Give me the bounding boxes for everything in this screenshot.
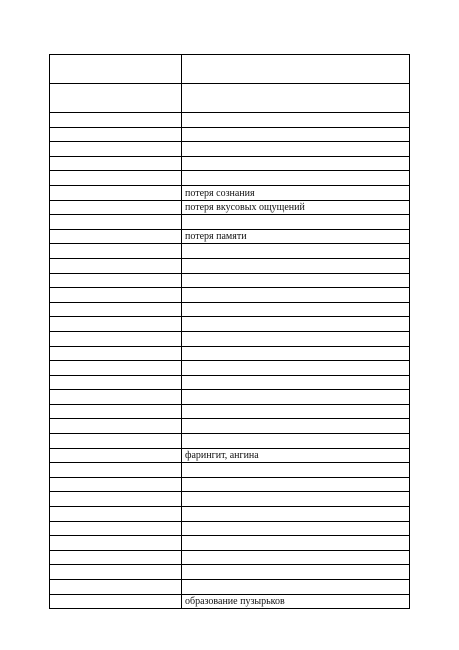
table-row (50, 113, 410, 128)
symptom-table (49, 54, 410, 609)
table-cell-right (182, 244, 410, 259)
table-cell-left (50, 565, 182, 580)
table-row (50, 521, 410, 536)
table-cell-right: образование пузырьков (182, 594, 410, 609)
table-row (50, 258, 410, 273)
table-row (50, 463, 410, 478)
table-row (50, 185, 410, 200)
table-row (50, 288, 410, 303)
table-cell-left (50, 127, 182, 142)
table-cell-left (50, 507, 182, 522)
table-cell-left (50, 317, 182, 332)
table-cell-left (50, 477, 182, 492)
table-row (50, 390, 410, 405)
table-cell-right (182, 127, 410, 142)
table-cell-left (50, 580, 182, 595)
table-row (50, 302, 410, 317)
table-row (50, 215, 410, 230)
table-cell-right (182, 288, 410, 303)
table-cell-left (50, 113, 182, 128)
table-cell-right (182, 404, 410, 419)
table-cell-left (50, 229, 182, 244)
table-cell-left (50, 171, 182, 186)
table-row (50, 171, 410, 186)
table-cell-left (50, 361, 182, 376)
table-cell-right: потеря вкусовых ощущений (182, 200, 410, 215)
table-cell-left (50, 375, 182, 390)
table-row (50, 244, 410, 259)
table-cell-right (182, 580, 410, 595)
table-cell-right (182, 171, 410, 186)
table-cell-right: потеря памяти (182, 229, 410, 244)
table-row (50, 565, 410, 580)
table-row (50, 477, 410, 492)
table-cell-right (182, 565, 410, 580)
table-cell-left (50, 346, 182, 361)
table-row (50, 142, 410, 157)
table-cell-right (182, 142, 410, 157)
table-cell-right (182, 331, 410, 346)
table-cell-left (50, 463, 182, 478)
table-cell-left (50, 55, 182, 84)
table-cell-right (182, 434, 410, 449)
table-cell-right (182, 463, 410, 478)
table-cell-left (50, 215, 182, 230)
table-row (50, 507, 410, 522)
table-row (50, 594, 410, 609)
table-row (50, 273, 410, 288)
table-row (50, 229, 410, 244)
table-cell-left (50, 434, 182, 449)
table-cell-right (182, 419, 410, 434)
table-row (50, 419, 410, 434)
table-cell-right (182, 215, 410, 230)
table-row (50, 492, 410, 507)
table-row (50, 200, 410, 215)
table-cell-right: потеря сознания (182, 185, 410, 200)
table-cell-right (182, 390, 410, 405)
table-cell-right (182, 477, 410, 492)
table-cell-right (182, 361, 410, 376)
table-row (50, 331, 410, 346)
table-row (50, 404, 410, 419)
table-cell-right (182, 84, 410, 113)
table-row (50, 55, 410, 84)
table-cell-left (50, 331, 182, 346)
table-cell-left (50, 156, 182, 171)
table-row (50, 536, 410, 551)
table-cell-left (50, 594, 182, 609)
table-cell-left (50, 84, 182, 113)
table-cell-left (50, 521, 182, 536)
table-cell-left (50, 288, 182, 303)
table-cell-left (50, 390, 182, 405)
table-body (50, 55, 410, 609)
table-row (50, 156, 410, 171)
table-row (50, 127, 410, 142)
table-row (50, 317, 410, 332)
table-cell-left (50, 536, 182, 551)
table-cell-right (182, 346, 410, 361)
table-cell-right (182, 55, 410, 84)
table-cell-right (182, 521, 410, 536)
table-row (50, 448, 410, 463)
table-cell-left (50, 419, 182, 434)
table-row (50, 580, 410, 595)
table-cell-left (50, 492, 182, 507)
table-cell-left (50, 302, 182, 317)
table-cell-left (50, 404, 182, 419)
table-cell-right (182, 375, 410, 390)
table-row (50, 361, 410, 376)
table-row (50, 375, 410, 390)
table-cell-left (50, 448, 182, 463)
table-cell-right (182, 156, 410, 171)
table-cell-right (182, 302, 410, 317)
table-cell-right (182, 550, 410, 565)
table-row (50, 84, 410, 113)
table-cell-left (50, 273, 182, 288)
table-cell-right (182, 113, 410, 128)
table-row (50, 434, 410, 449)
table-cell-left (50, 185, 182, 200)
table-cell-left (50, 258, 182, 273)
table-cell-right (182, 258, 410, 273)
table-cell-left (50, 244, 182, 259)
table-cell-left (50, 200, 182, 215)
table-cell-right (182, 507, 410, 522)
table-cell-right: фарингит, ангина (182, 448, 410, 463)
table-row (50, 346, 410, 361)
table-cell-left (50, 550, 182, 565)
table-cell-right (182, 317, 410, 332)
table-cell-left (50, 142, 182, 157)
table-row (50, 550, 410, 565)
table-cell-right (182, 273, 410, 288)
table-cell-right (182, 536, 410, 551)
table-cell-right (182, 492, 410, 507)
